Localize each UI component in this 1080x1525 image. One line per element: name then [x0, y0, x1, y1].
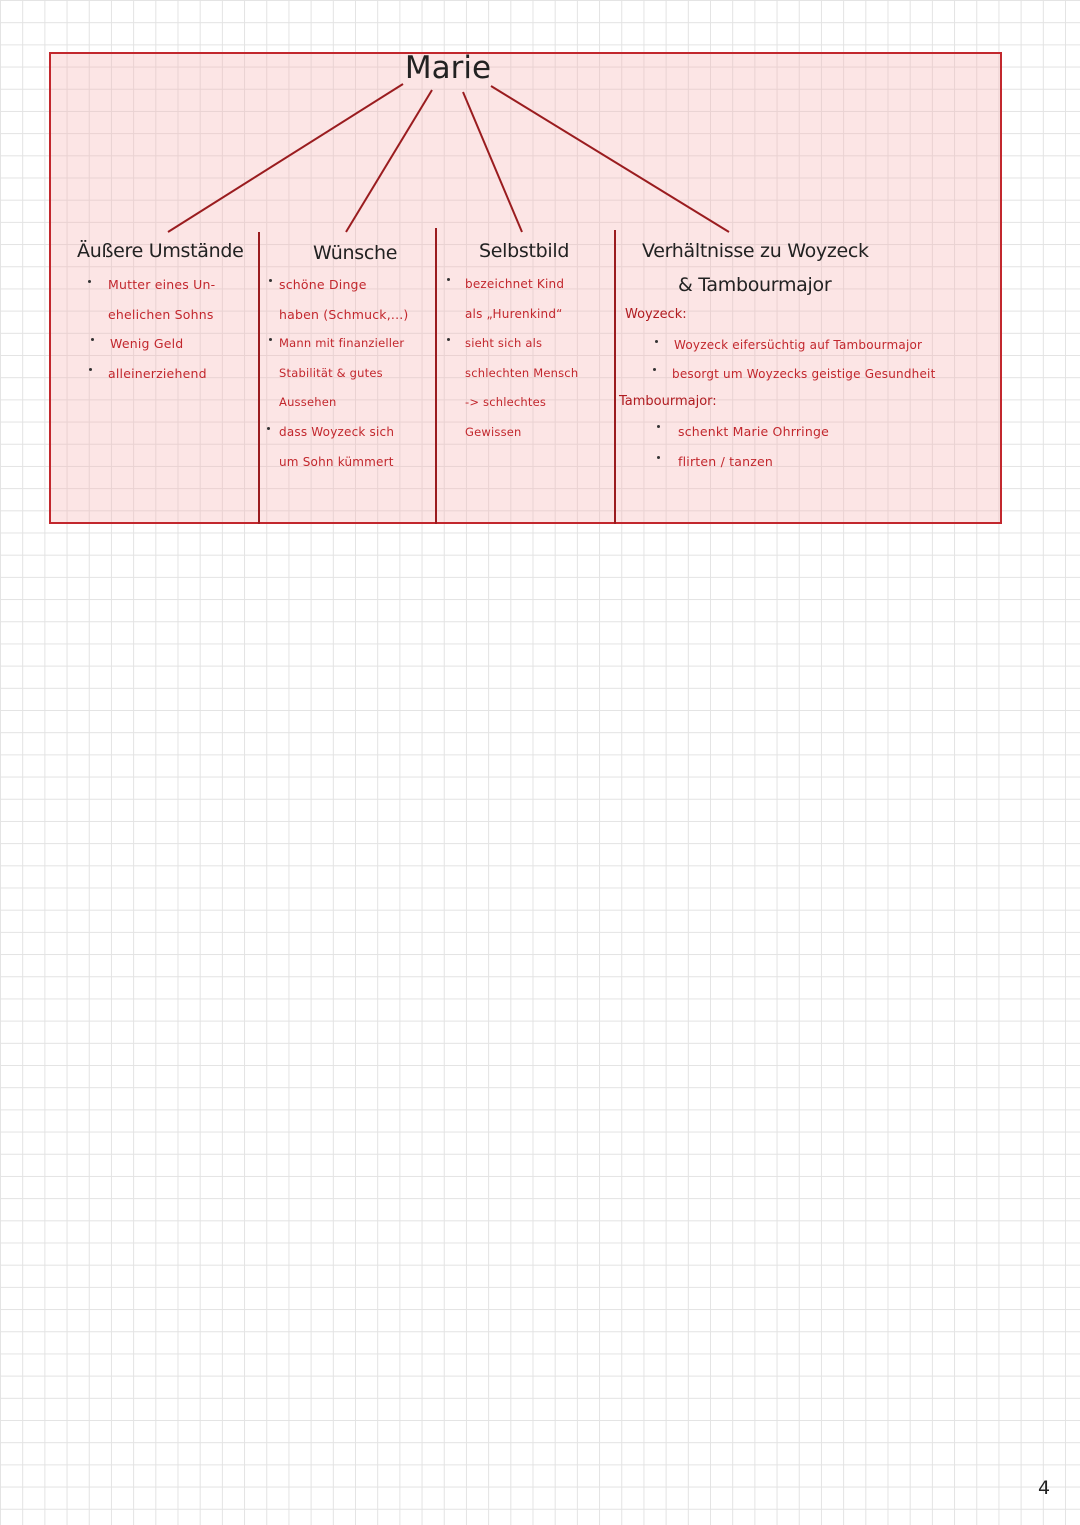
heading-verhaeltnisse: Verhältnisse zu Woyzeck — [642, 240, 869, 262]
bullet — [657, 456, 660, 459]
list-item: bezeichnet Kind als „Hurenkind“ — [465, 277, 565, 321]
bullet — [269, 338, 272, 341]
bullet — [88, 280, 91, 283]
bullet — [655, 340, 658, 343]
list-item: flirten / tanzen — [678, 454, 774, 469]
page-number: 4 — [1038, 1477, 1051, 1499]
list-item: schenkt Marie Ohrringe — [678, 424, 829, 439]
bullet — [267, 427, 270, 430]
list-item: Mutter eines Un- ehelichen Sohns — [108, 277, 216, 322]
bullet — [657, 425, 660, 428]
bullet — [447, 338, 450, 341]
list-item: Wenig Geld — [110, 336, 184, 351]
bullet — [269, 279, 272, 282]
mindmap-center-title: Marie — [404, 50, 492, 86]
heading-wuensche: Wünsche — [313, 242, 398, 264]
list-item: alleinerziehend — [108, 366, 207, 381]
list-item: Mann mit finanzieller Stabilität & gutes Aussehen — [279, 336, 405, 409]
heading-verhaeltnisse-line2: & Tambourmajor — [678, 274, 832, 296]
group-label-tambourmajor: Tambourmajor: — [619, 394, 717, 409]
bullet — [447, 278, 450, 281]
heading-selbstbild: Selbstbild — [479, 240, 570, 262]
list-item: besorgt um Woyzecks geistige Gesundheit — [672, 367, 936, 381]
bullet — [653, 368, 656, 371]
list-item: schöne Dinge haben (Schmuck,...) — [279, 277, 409, 322]
list-item: dass Woyzeck sich um Sohn kümmert — [279, 425, 395, 469]
list-item: Woyzeck eifersüchtig auf Tambourmajor — [674, 338, 923, 352]
bullet — [89, 368, 92, 371]
list-item: sieht sich als schlechten Mensch -> schlechtes Gewissen — [465, 336, 579, 439]
heading-aeussere-umstaende: Äußere Umstände — [77, 240, 244, 262]
bullet — [91, 338, 94, 341]
group-label-woyzeck: Woyzeck: — [625, 307, 687, 322]
